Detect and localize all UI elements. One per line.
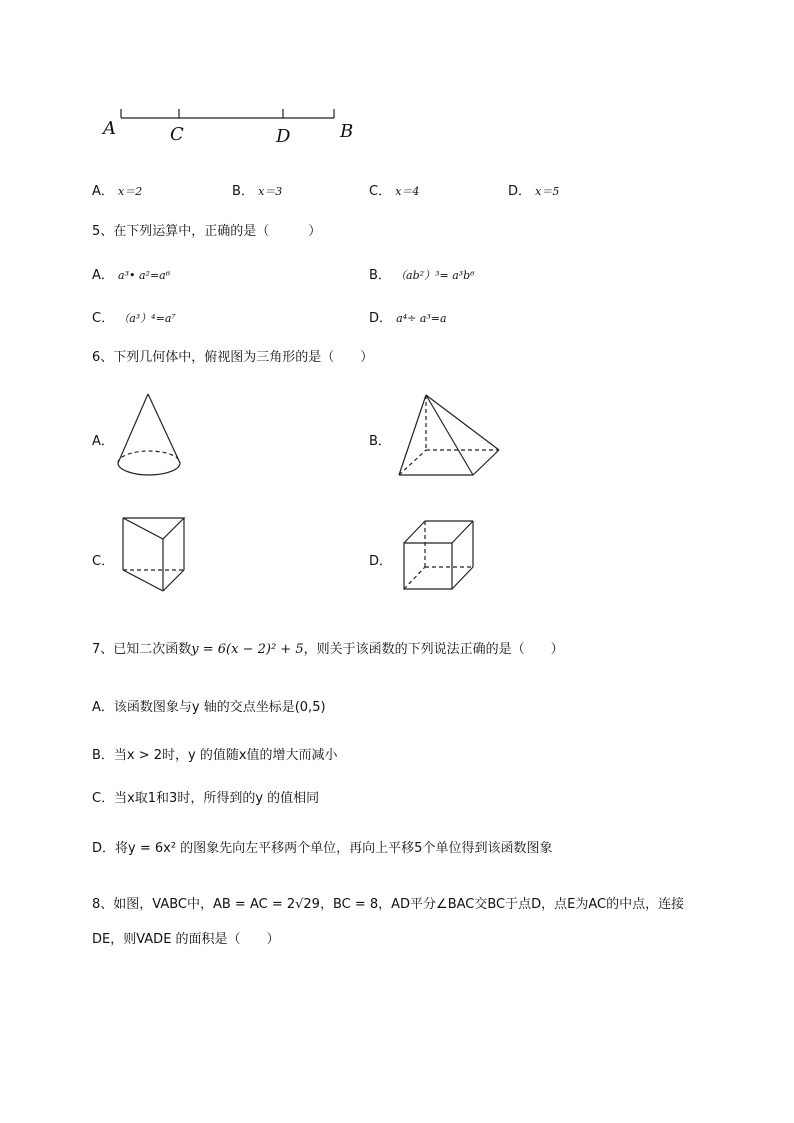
- option-expr: x＝3: [258, 185, 283, 198]
- q4-option-b[interactable]: [232, 180, 282, 199]
- q5-option-b[interactable]: [369, 264, 475, 283]
- option-expr: x＝4: [395, 185, 420, 198]
- cube-figure: [398, 515, 488, 605]
- point-label-c: C: [170, 124, 184, 145]
- point-label-a: A: [103, 118, 116, 139]
- q6-option-a-key[interactable]: A．: [92, 434, 114, 449]
- q4-option-a[interactable]: [92, 180, 142, 199]
- q6-stem: 6、下列几何体中，俯视图为三角形的是（ ）: [92, 350, 374, 365]
- q6-option-c-key[interactable]: C．: [92, 554, 115, 569]
- option-expr: x＝5: [535, 185, 560, 198]
- q8-stem-line1: 8、如图，VABC中，AB = AC = 2√29，BC = 8，AD平分∠BAC交BC于点D，点E为AC的中点，连接: [92, 897, 685, 912]
- q7-option-c[interactable]: C．当x取1和3时，所得到的y 的值相同: [92, 791, 320, 806]
- option-key: C．: [92, 311, 115, 326]
- point-label-d: D: [276, 126, 291, 147]
- cone-figure: [110, 390, 190, 490]
- option-key: B．: [232, 184, 254, 199]
- pyramid-figure: [395, 390, 515, 490]
- option-expr: a³• a²=a⁶: [118, 269, 171, 282]
- option-expr: （a³）⁴=a⁷: [118, 312, 176, 325]
- option-expr: x＝2: [118, 185, 143, 198]
- option-key: A．: [92, 268, 114, 283]
- q4-option-c[interactable]: [369, 180, 419, 199]
- option-key: B．: [369, 268, 391, 283]
- q4-option-d[interactable]: [508, 180, 559, 199]
- q7-option-b[interactable]: B．当x > 2时，y 的值随x值的增大而减小: [92, 748, 338, 763]
- option-key: C．: [369, 184, 392, 199]
- point-label-b: B: [340, 121, 354, 142]
- q5-stem: 5、在下列运算中，正确的是（ ）: [92, 224, 322, 239]
- option-key: A．: [92, 184, 114, 199]
- q7-stem-post: ，则关于该函数的下列说法正确的是（ ）: [303, 642, 564, 657]
- q7-stem: [92, 638, 564, 657]
- option-key: D．: [369, 311, 393, 326]
- q5-option-c[interactable]: [92, 307, 176, 326]
- q8-stem-line2: DE，则VADE 的面积是（ ）: [92, 932, 280, 947]
- triangular-prism-figure: [118, 512, 198, 602]
- q5-option-a[interactable]: [92, 264, 170, 283]
- q7-option-a[interactable]: A．该函数图象与y 轴的交点坐标是(0,5): [92, 700, 326, 715]
- q5-option-d[interactable]: [369, 307, 447, 326]
- option-key: D．: [508, 184, 532, 199]
- q7-option-d[interactable]: D．将y = 6x² 的图象先向左平移两个单位，再向上平移5个单位得到该函数图象: [92, 841, 553, 856]
- q6-option-d-key[interactable]: D．: [369, 554, 393, 569]
- q7-stem-pre: 7、已知二次函数: [92, 642, 192, 657]
- option-expr: （ab²）³= a³b⁶: [395, 269, 475, 282]
- segment-figure: [0, 0, 794, 160]
- option-expr: a⁴÷ a³=a: [396, 312, 447, 325]
- q6-option-b-key[interactable]: B．: [369, 434, 391, 449]
- q7-formula: y = 6(x − 2)² + 5: [191, 642, 304, 657]
